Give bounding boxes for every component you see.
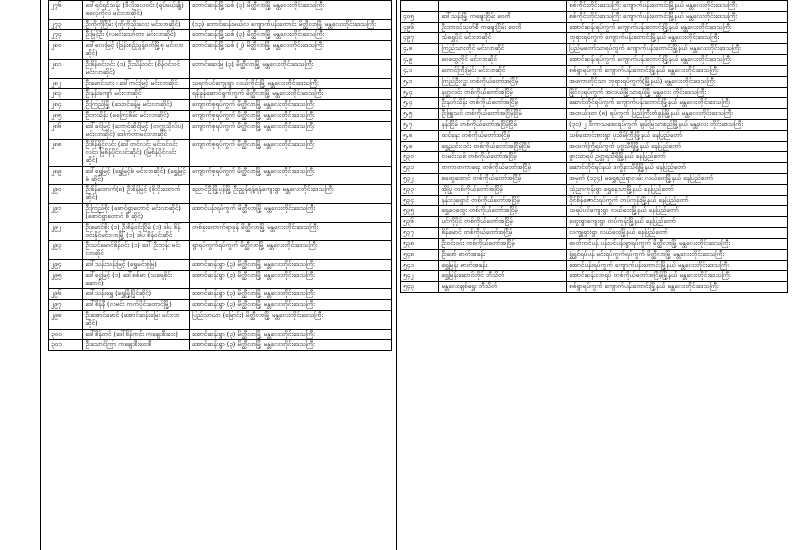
table-row xyxy=(401,1,788,12)
right-column xyxy=(396,0,800,550)
row-address: မြိုင်လှရပ်ကွက် အလယ်မြို့သာရပ်မြို့ မန္တလေး တိုင်းဒေသကြီး xyxy=(567,87,788,98)
row-name: ဦးသောင်ကြာ ကချေးစီးဝေးစီ xyxy=(83,340,190,351)
row-name: နတ္တလင်း တစ်ကိုယ်တော်အငြိမ့် xyxy=(439,87,567,98)
row-address: အောင်ဆန်းရပ်ကွက် ကျောက်ပန်းတောင်းမြို့နယ် မန္တလေးတိုင်းဒေသကြီး xyxy=(567,55,788,66)
table-row xyxy=(49,89,392,100)
row-address: စစ်ရွာရပ်ကွက် ကျောက်ပန်းတောင်းမြို့နယ် မန္တလေးတိုင်းဒေသကြီး xyxy=(567,282,788,293)
row-number: ၂၈၄ xyxy=(49,100,83,111)
row-name: ဒေါ်ရွှေမြင့် (ရွှေမြင့်စံ မင်းလာဆိုင်) (ရွှေမြင့်စံ ဆိုင်) xyxy=(83,166,190,185)
row-number: ၂၈၈ xyxy=(49,140,83,166)
row-name: မန္တလေးချစ်ရွှေး ဘီသိတ် xyxy=(439,282,567,293)
row-name: ပင်ကိုပိုင် တစ်ကိုယ်တော်အငြိမ့် xyxy=(439,217,567,228)
table-row xyxy=(49,204,392,223)
row-address: ပြည်မတော်သာရပ်ကွက် ကျောက်ပန်းတောင်းမြို့နယ် မန္တလေးတိုင်းဒေသကြီး xyxy=(567,44,788,55)
row-number: ၄၀၅ xyxy=(401,11,439,22)
row-name: ရွှေညင်းလင်း တစ်ကိုယ်တော်အငြိမ့်ငြိမ် xyxy=(439,141,567,152)
table-row xyxy=(49,222,392,241)
row-number: ၄,၉ xyxy=(401,55,439,66)
column-divider xyxy=(396,0,397,550)
row-address: (၃၀) ၂ ဒီကာသအေးရပ်ကွက် ချမ်းမြသာစည်မြို့နယ် မန္တလေး တိုင်းဒေသကြီး xyxy=(567,119,788,130)
table-row xyxy=(401,65,788,76)
table-row xyxy=(49,140,392,166)
table-row xyxy=(401,195,788,206)
row-address: ကျောက်စုရပ်ကွက် မိတ္ထီလာမြို့ မန္တလေးတိုင်းဒေသကြီး xyxy=(190,166,392,185)
row-name: ကြည်သားတိုင် မင်းလာဆိုင် xyxy=(439,44,567,55)
row-number: ၂၈၉ xyxy=(49,166,83,185)
table-row xyxy=(49,1,392,20)
table-row xyxy=(49,270,392,289)
row-address: အောင်ဆန်းရွာ (၃) မိတ္ထီလာမြို့ မန္တလေးတိုင်းဒေသကြီး xyxy=(190,289,392,300)
row-number: ၂၈၅ xyxy=(49,110,83,121)
row-number: ၂၈၆ xyxy=(49,121,83,140)
row-name: ဦးမောင်စိုး (၁) ဦးစိန်ဝင်းငြိမ် (၁) ဒါပ စိန်ဝင်းနိုင်မင်းလာမြို့ (၁) ဒါပ စိန်ဝင်းဆိုင် xyxy=(83,222,190,241)
table-row xyxy=(401,33,788,44)
row-address: ကျောက်စုရပ်ကွက် မိတ္ထီလာမြို့ မန္တလေးတိုင်းဒေသကြီး xyxy=(190,121,392,140)
row-number: ၅၃၁ xyxy=(401,163,439,174)
table-row xyxy=(49,289,392,300)
row-number: ၅,၈ xyxy=(401,130,439,141)
table-row xyxy=(49,121,392,140)
row-name: ဒေါ်စိန်နီ (လမင်း ကက်ပိုင်းတောင်မြို့) xyxy=(83,300,190,311)
row-address: ဆောင်တိုင်ရပ်ကွက် ကျောက်ပန်းတောင်းမြို့နယ် မန္တလေးတိုင်းဒေသကြီး xyxy=(567,98,788,109)
table-row xyxy=(49,30,392,41)
row-number: ၅,၄ xyxy=(401,98,439,109)
table-row xyxy=(401,141,788,152)
row-address: ဘောင်ဆန်းမြို့သစ် (၃) မိတ္ထီလာမြို့ မန္တလေးတိုင်းဒေသကြီး xyxy=(190,1,392,20)
row-number: ၅,၅ xyxy=(401,109,439,120)
table-row xyxy=(49,100,392,111)
row-address: စစ်ရွာရပ်ကွက် ကျောက်ပန်းတောင်းမြို့နယ် မန္တလေးတိုင်းဒေသကြီး xyxy=(567,65,788,76)
row-name: ဦးနန်းကျော် မင်းလာဆိုင် xyxy=(83,89,190,100)
row-number: ၅၃၈ xyxy=(401,238,439,249)
row-number: ၂၉၅ xyxy=(49,270,83,289)
row-name: ဦးဖော် ဓာတ်အခန်း xyxy=(439,249,567,260)
row-number: ၃၀၁ xyxy=(49,340,83,351)
row-address: ဓာတ်ကင်ပန် ပန်းပင်ပန်းရွာရပ်ကွက် မိတ္ထီလာမြို့ မန္တလေးတိုင်းဒေသကြီး xyxy=(567,238,788,249)
table-row xyxy=(401,282,788,293)
row-number: ၂၉၇ xyxy=(49,300,83,311)
row-address: ရန်ခွန်ဆောင်ရွက်ကွက် မိတ္ထီလာမြို့ မန္တလေးတိုင်းဒေသကြီး xyxy=(190,89,392,100)
row-name: ဒေါ်ငွေမြင့် (၁) ဒေါ်စစ်မာ (သရေစိုင်းဆောင်) xyxy=(83,270,190,289)
row-number: ၅၄၃ xyxy=(401,282,439,293)
page-border-left xyxy=(40,0,41,550)
row-address: အမှတ် (၁၃၄) မရွှေစည်ရာလမ်း လယ်ဝေးမြို့နယ် နေပြည်တော် xyxy=(567,174,788,185)
row-name: ဒေါ်ခင်မြင့် (ဘောင်ဆိုင်မြင့် (တက္ကသိုလ်ပ) မင်းလာဆိုင်) ဒေါက်တာမင်းလာဆိုင် xyxy=(83,121,190,140)
row-name: ဦးနတ်သိန်း တစ်ကိုယ်တော်အငြိမ့် xyxy=(439,98,567,109)
row-number: ၅၃၇ xyxy=(401,228,439,239)
row-name: ရွှေဝေထွေး တစ်ကိုယ်တော်အငြိမ့် xyxy=(439,206,567,217)
row-address: တစ်ခုးတောက်ရာခုန် မိတ္ထီလာမြို့ မန္တလေးတိုင်းဒေသကြီး xyxy=(190,222,392,241)
left-column xyxy=(0,0,396,550)
row-name: သံရွှေပိုင် မင်းလာဆိုင် xyxy=(439,33,567,44)
row-name: လမင်းသစ် တစ်ကိုယ်တော်အငြိမ့် xyxy=(439,152,567,163)
row-number: ၂၇၆ xyxy=(49,1,83,20)
row-number: ၄,၁ xyxy=(401,65,439,76)
row-address: သရပ်ပင်ကျေးရွာ လယ်ဝေးမြို့နယ် နေပြည်တော် xyxy=(567,206,788,217)
row-number: ၅၃၄ xyxy=(401,195,439,206)
row-number: ၄၉၆ xyxy=(401,22,439,33)
row-name: ကြည်ဦးလှူး တစ်ကိုယ်တော်အငြိမ့် xyxy=(439,76,567,87)
row-number: ၂၉၆ xyxy=(49,289,83,300)
right-table-body xyxy=(401,1,788,293)
row-name: ဦးမောင်သား ၊ ဒေါ်ကင်းမြင့် မင်းလာဆိုင် xyxy=(83,78,190,89)
row-name: တကာတကာရေး တစ်ကိုယ်တော်အငြိမ့် xyxy=(439,163,567,174)
row-address: အောင်ဆန်းရွာ (၃) မိတ္ထီလာမြို့ မန္တလေးတိုင်းဒေသကြီး xyxy=(190,300,392,311)
row-address: ညောင်ဦးမြို့ပုန်မြို့ ဦးညွှန်ရနံ့ရနံကျေးရွာ မန္တလေးတိုင်းဒေသကြီး xyxy=(190,185,392,204)
row-number xyxy=(401,1,439,12)
row-name: တောင်ကြီးမြင်း မင်းလာဆိုင် xyxy=(439,65,567,76)
row-name: ဦးဖြူသင် တစ်ကိုယ်တော်အငြိမ့်ငြိမ် xyxy=(439,109,567,120)
table-row xyxy=(401,87,788,98)
row-number: ၂၉၃ xyxy=(49,241,83,260)
row-address: စစ်ကိုင်းတိုင်းဒေသကြီး ကျောက်ပန်းတောင်းမြို့နယ် မန္တလေးတိုင်းဒေသကြီး xyxy=(567,11,788,22)
table-row xyxy=(401,238,788,249)
row-name: ဦးကိုကိုငြိမ်း (ကိုကိုသိုးလေး မင်းလာဆိုင်) xyxy=(83,19,190,30)
table-row xyxy=(401,119,788,130)
row-address: ထွေးရွာကျေးရွာ တပ်ကုန်းမြို့နယ် နေပြည်တော် xyxy=(567,217,788,228)
table-row xyxy=(401,271,788,282)
row-address: အောင်ဆန်းရွာ (၃) မိတ္ထီလာမြို့ မန္တလေးတိုင်းဒေသကြီး xyxy=(190,270,392,289)
row-address: အောင်ပန်းရပ်ကွက် ကျောက်ပန်းတောင်းမြို့နယ် မန္တလေးတိုင်းဒေသကြီး xyxy=(567,260,788,271)
row-name: ဒေါ်သန်းရွှေ (ရွှေမြို့ပြိုင်ဆိုင်) xyxy=(83,289,190,300)
row-number: ၅၃၀ xyxy=(401,152,439,163)
table-row xyxy=(49,185,392,204)
row-name: ထင်နေး တစ်ကိုယ်တော်အငြိမ့် xyxy=(439,130,567,141)
row-address: ရွှံရွှင်ရပ်ပန် မင်းရပ်ကွက်ရပ်ကွက် မိတ္ထီလာမြို့ မန္တလေးတိုင်းဒေသကြီး xyxy=(567,249,788,260)
table-row xyxy=(49,19,392,30)
row-name: ဦးစိန်ထောက်(၈) ဦးစိန်မြင့် (စိုးငိုးထောက်ဆိုင်) xyxy=(83,185,190,204)
row-address: အဖကာတိုင်သာ ဘုရားရပ်ကွက်(မြို့နယ်) မန္တလေးတိုင်းဒေသကြီး xyxy=(567,76,788,87)
row-address: ကျောက်စုရပ်ကွက် မိတ္ထီလာမြို့ မန္တလေးတိုင်းဒေသကြီး xyxy=(190,140,392,166)
table-row xyxy=(401,11,788,22)
table-row xyxy=(49,166,392,185)
table-row xyxy=(49,41,392,60)
row-address: အောင်ဆန်းလာရပ် တစ်ကိုယ်တော်အငြိမ့်မြို့နယ် မန္တလေးတိုင်းဒေသကြီး xyxy=(567,271,788,282)
row-address: အောင်ပန်းရပ်ကွက် မိတ္ထီလာမြို့ မန္တလေးတိုင်းဒေသကြီး xyxy=(190,204,392,223)
row-address: ကျောက်စုရပ်ကွက် မိတ္ထီလာမြို့ မန္တလေးတိုင်းဒေသကြီး xyxy=(190,100,392,111)
table-row xyxy=(49,59,392,78)
row-name: ဦးသင်မောင်စိန်ဝင်း (၁) ဒေါ် ဦးဘုန်း မင်းလာဆိုင် xyxy=(83,241,190,260)
row-name: ဝေထွေတိုင် မင်းလာဆိုင် xyxy=(439,55,567,66)
table-row xyxy=(49,78,392,89)
row-name: ဒေါ်လေးမြင့် (ဒြန်းစဉ်ညွန့်ဝတ်မြို့စု မင်းလာဆိုင်) xyxy=(83,41,190,60)
table-row xyxy=(401,260,788,271)
row-number: ၂၇၄ xyxy=(49,30,83,41)
table-row xyxy=(401,228,788,239)
row-number: ၅,၁ xyxy=(401,76,439,87)
row-address: ဘောင်ဆေးမြ (၃) မိတ္ထီလာမြို့ မန္တလေးတိုင်းဒေသကြီး xyxy=(190,59,392,78)
table-row xyxy=(401,22,788,33)
row-name: ဒေါ်စိန်တင် (ဒေါ်စိန်ကင်း ကချေးစီးဝေး) xyxy=(83,329,190,340)
row-name: ဦးမြင့်ဦး (လမင်းသော်တာ မင်းလာဆိုင်) xyxy=(83,30,190,41)
table-row xyxy=(401,130,788,141)
table-row xyxy=(49,329,392,340)
row-name: နန်းငြိမ် တစ်ကိုယ်တော်အငြိမ့်ငြိမ် xyxy=(439,119,567,130)
row-address: အောင်ဆန်းရွာ (၃) မိတ္ထီလာမြို့ မန္တလေးတိုင်းဒေသကြီး xyxy=(190,259,392,270)
row-name: ဒေါ်သန်းမြို့ ကချေးငြိမ်း ဝေတိ xyxy=(439,11,567,22)
table-row xyxy=(49,340,392,351)
table-row xyxy=(49,241,392,260)
row-name: ဒေါ်ရင်ရင်သန်း (ဒီလိုးလေဝင်း (ရုပ်မယ်ချို) ဓလေ့ကိုလဲ မင်းလာဆိုင်) xyxy=(83,1,190,20)
row-address: အောင်ဆန်းရပ်ကွက် ကျောက်ပန်းတောင်းမြို့နယ် မန္တလေးတိုင်းဒေသကြီး xyxy=(567,22,788,33)
row-name: ဦးအောင်မောင် (အောင်ဆန်းမြေး မင်းလာဆိုင်) xyxy=(83,311,190,330)
row-address: သုံညာကုန်းရွာ ရွှေနေသာမြို့နယ် နေပြည်တော် xyxy=(567,184,788,195)
row-number: ၂၇၃ xyxy=(49,19,83,30)
table-row xyxy=(49,259,392,270)
row-name: ရွှေမြန်းဆောင်တိုင် ဘီသိတ် xyxy=(439,271,567,282)
row-address: ကျောက်စုရပ်ကွက် မိတ္ထီလာမြို့ မန္တလေးတိုင်းဒေသကြီး xyxy=(190,110,392,121)
row-address: ပြည်သာယာ (မြောင်း) မိတ္ထီလာမြို့ မန္တလေးတိုင်းဒေသကြီး xyxy=(190,311,392,330)
table-row xyxy=(401,163,788,174)
row-number: ၂၉၁ xyxy=(49,204,83,223)
row-address: ဖွားသာရပ် ဥတ္တရသီရိမြို့နယ် နေပြည်တော် xyxy=(567,152,788,163)
row-name: စိန်မောင် တစ်ကိုယ်တော်အငြိမ့် xyxy=(439,228,567,239)
table-row xyxy=(401,174,788,185)
right-table xyxy=(400,0,788,293)
row-number: ၂၉၀ xyxy=(49,185,83,204)
row-name: အိုပြု တစ်ကိုယ်တော်အငြိမ့် xyxy=(439,184,567,195)
table-row xyxy=(401,98,788,109)
left-table-body xyxy=(49,1,392,351)
row-address: သရက်ပင်ကျေးရွာ လယ်ကိုင်းမြို့ မန္တလေးတိုင်းဒေသကြီး xyxy=(190,78,392,89)
row-name: ဦးဝင်းဝင်း တစ်ကိုယ်တော်အငြိမ့် xyxy=(439,238,567,249)
row-address: အထက်ကြိုရပ်ကွက် ပုဗ္ဗသီရိမြို့နယ် နေပြည်တော် xyxy=(567,141,788,152)
table-row xyxy=(49,110,392,121)
row-number: ၂၈၀ xyxy=(49,41,83,60)
row-name: ဦးဘသိန်း (မကြေးစိမ်း မင်းလာဆိုင်) xyxy=(83,110,190,121)
row-address: အထယ်ဒုတ (၈) ရပ်ကွက် ပြည်ကြီးတံခွန်မြို့နယ် မန္တလေးတိုင်းဒေသကြီး xyxy=(567,109,788,120)
table-row xyxy=(401,249,788,260)
table-row xyxy=(401,44,788,55)
row-number: ၅,၈ xyxy=(401,141,439,152)
row-name: ရွှေမြန်း ဓာတ်အခန်း xyxy=(439,260,567,271)
row-address: ဆောင်တိုင်ရပ်နယ် ဒက္ခိနာသီရိမြို့နယ် နေပြည်တော် xyxy=(567,163,788,174)
row-number: ၅၄၂ xyxy=(401,271,439,282)
row-address: ဝိုင်စိန်ဇောင်းရပ်ကွက် တပ်ကုန်းမြို့နယ် နေပြည်တော် xyxy=(567,195,788,206)
row-address: ဘောင်ဆန်းမြို့သစ် (၂) မိတ္ထီလာမြို့ မန္တလေးတိုင်းဒေသကြီး xyxy=(190,41,392,60)
row-address: အောင်ဆန်းရွာ (၃) မိတ္ထီလာမြို့ မန္တလေးတိုင်းဒေသကြီး xyxy=(190,340,392,351)
row-name: ဦးဘာဝင်သုတ်စီ ကချေးငြိမ်း ဝေတိ xyxy=(439,22,567,33)
table-row xyxy=(401,184,788,195)
row-name: ဦးစိန်ဝင်းဝင်း (၁) ဦးသိန်းဝင်း (စိန်ဝင်းဝင် မင်းလာဆိုင်) xyxy=(83,59,190,78)
row-number: ၂၈၂ xyxy=(49,78,83,89)
row-name: ဦးကြည်မြို့ (သောင်ခန့်မှု မင်းလာဆိုင်) xyxy=(83,100,190,111)
row-number: ၅၃၅ xyxy=(401,206,439,217)
row-number: ၅၄၁ xyxy=(401,260,439,271)
row-name: ဦးကြည်စိုး (ဖောင်ရွာတောင် မင်းလာဆိုင်) (ဖောင်ရွာတောင် စီ ဆိုင်) xyxy=(83,204,190,223)
row-number: ၄,၈ xyxy=(401,44,439,55)
row-number: ၂၈၁ xyxy=(49,59,83,78)
row-address: (၁၃) ဘောင်ဆန်းမယ်လ ကျောက်ပန်းတောင်း မိတ္ထီလာမြို့ မန္တလေးတိုင်းဒေသကြီး xyxy=(190,19,392,30)
table-row xyxy=(401,152,788,163)
row-number: ၅၃၂ xyxy=(401,174,439,185)
row-number: ၅၄၈ xyxy=(401,249,439,260)
row-number: ၂၉၄ xyxy=(49,259,83,270)
row-name: နန်းလှရှောင် တစ်ကိုယ်တော်အငြိမ့် xyxy=(439,195,567,206)
table-row xyxy=(401,76,788,87)
table-row xyxy=(401,55,788,66)
row-number: ၄၉၇ xyxy=(401,33,439,44)
row-address: သစ်ထောင်းစားရွာ ပုသိမ်ကြီးမြို့နယ် နေပြည်တော် xyxy=(567,130,788,141)
table-row xyxy=(401,109,788,120)
table-row xyxy=(49,300,392,311)
row-name: ဒေါ်သန်းသန်းမြင့် (ရွှေမင်းစုမြ) xyxy=(83,259,190,270)
row-number: ၂၉၂ xyxy=(49,222,83,241)
row-address: အောင်ဆန်းရွာ (၃) မိတ္ထီလာမြို့ မန္တလေးတိုင်းဒေသကြီး xyxy=(190,329,392,340)
row-number: ၅၃၆ xyxy=(401,217,439,228)
left-table xyxy=(48,0,392,351)
row-number: ၅,၇ xyxy=(401,119,439,130)
row-address: စစ်ကိုင်းတိုင်းဒေသကြီး ကျောက်ပန်းတောင်းမြို့နယ် မန္တလေးတိုင်းဒေသကြီး xyxy=(567,1,788,12)
table-row xyxy=(401,206,788,217)
table-row xyxy=(401,217,788,228)
row-name: စထွေထောင် တစ်ကိုယ်တော်အငြိမ့် xyxy=(439,174,567,185)
row-address: ဘောင်ဆန်းမြို့သစ် (၃) မိတ္ထီလာမြို့ မန္တလေးတိုင်းဒေသကြီး xyxy=(190,30,392,41)
row-address: လက္ခူရှားရွာ လယ်ဝေးမြို့နယ် နေပြည်တော် xyxy=(567,228,788,239)
row-name: ဦးစိန်ရှိုင်လင်း (ဒေါ်တင်လင်း မင်းဝင်ဝင်းလင်း၊ မြစိန်ပိုင်လင်းဆိုင်) (မြစိန်ပိုင်လင်းဆိုင်) xyxy=(83,140,190,166)
row-number: ၅,၄ xyxy=(401,87,439,98)
row-number: ၂၈၃ xyxy=(49,89,83,100)
row-number: ၃၀၀ xyxy=(49,329,83,340)
row-name xyxy=(439,1,567,12)
table-row xyxy=(49,311,392,330)
row-number: ၂၉၈ xyxy=(49,311,83,330)
row-address: ရွာရပ်ကွက်ရပ်ကွက် မိတ္ထီလာမြို့ မန္တလေးတိုင်းဒေသကြီး xyxy=(190,241,392,260)
row-number: ၅၃၃ xyxy=(401,184,439,195)
row-address: ဘုရားရပ်ကွက် ကျောက်ပန်းတောင်းမြို့နယ် မန္တလေးတိုင်းဒေသကြီး xyxy=(567,33,788,44)
